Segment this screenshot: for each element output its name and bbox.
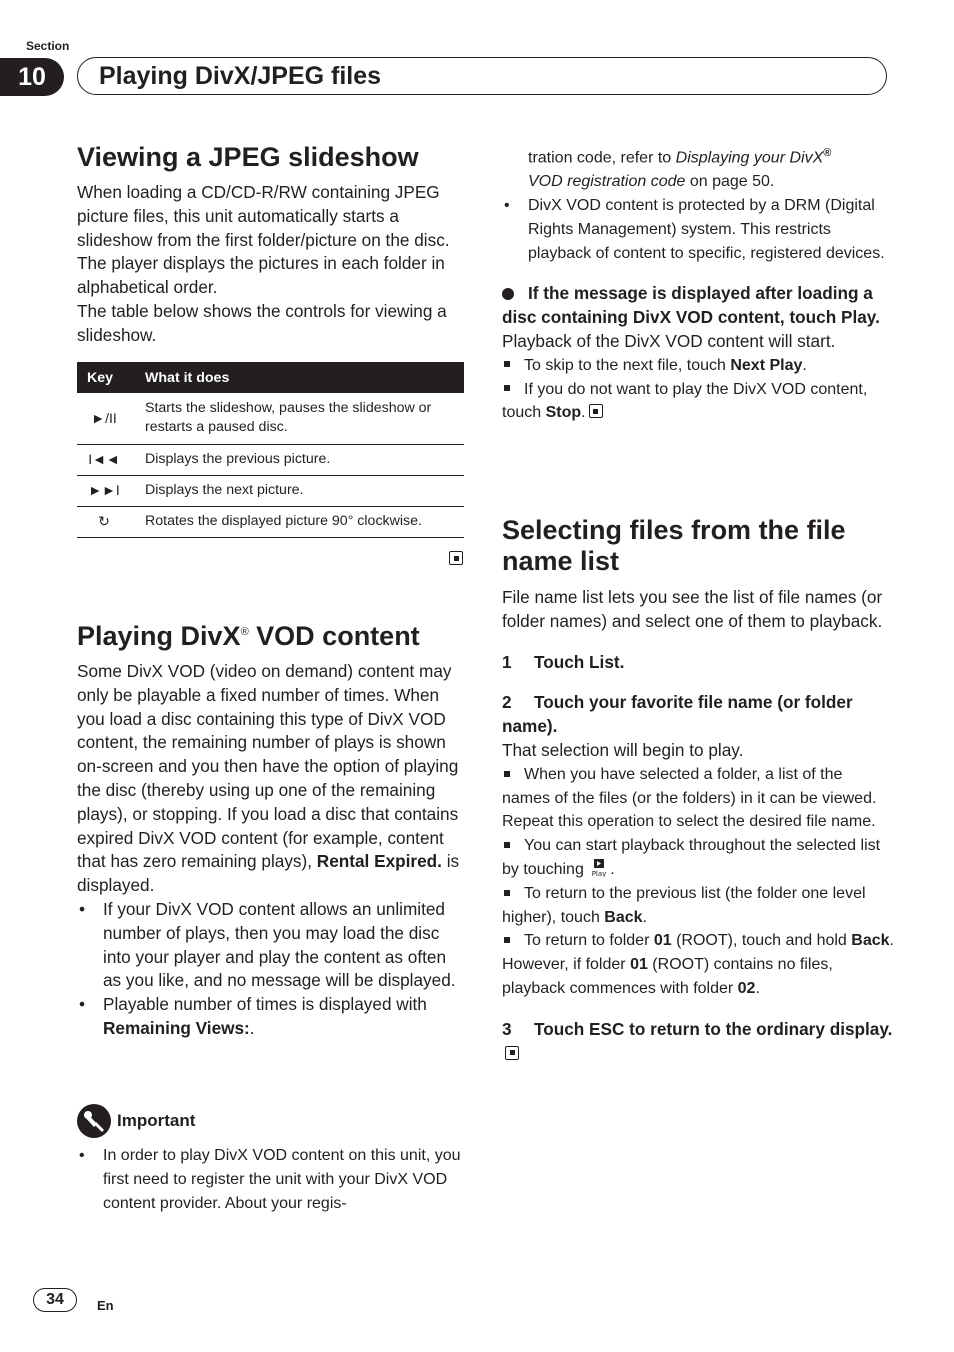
- section-number: 10: [0, 58, 64, 96]
- note-text: To return to the previous list (the folder one level higher), touch: [502, 884, 866, 926]
- end-mark-icon: [505, 1046, 519, 1060]
- bullet-suffix: .: [249, 1017, 255, 1038]
- back-label: Back: [604, 908, 643, 926]
- list-item: [502, 354, 894, 378]
- step-2-result: That selection will begin to play.: [502, 739, 744, 760]
- jpeg-section: [77, 142, 467, 348]
- previous-icon: I◄◄: [77, 444, 135, 475]
- important-bullets: [77, 1144, 467, 1215]
- note-suffix: .: [802, 356, 807, 374]
- step-3: [502, 1018, 894, 1066]
- important-note: [77, 1144, 467, 1215]
- square-bullet-icon: [504, 361, 510, 367]
- square-bullet-icon: [504, 771, 510, 777]
- note-text: . However, if folder: [502, 932, 894, 974]
- play-icon-label: Play: [591, 869, 607, 877]
- rental-expired-label: Rental Expired.: [316, 851, 442, 872]
- divx-heading-text: Playing DivX: [77, 621, 241, 651]
- list-item: [77, 993, 467, 1041]
- step-text: Touch List.: [534, 651, 625, 672]
- table-row: [77, 444, 464, 475]
- divx-heading-suffix: VOD content: [248, 621, 420, 651]
- step-number: 1: [502, 651, 512, 672]
- page-number: 34: [33, 1288, 77, 1312]
- bullet-text: Playable number of times is displayed with: [103, 994, 427, 1015]
- back-label: Back: [851, 932, 890, 950]
- language-label: En: [97, 1298, 114, 1313]
- note-suffix: .: [581, 404, 586, 422]
- square-bullet-icon: [504, 385, 510, 391]
- important-label: Important: [117, 1111, 196, 1130]
- folder-number: 01: [630, 956, 648, 974]
- drm-bullets: [502, 194, 894, 265]
- divx-intro: [77, 660, 467, 898]
- message-text: Playback of the DivX VOD content will start.: [502, 330, 836, 351]
- note-suffix: .: [610, 860, 615, 878]
- table-cell-description: Displays the previous picture.: [135, 444, 464, 475]
- jpeg-table-intro: The table below shows the controls for viewing a slideshow.: [77, 300, 447, 345]
- list-item: [502, 378, 894, 426]
- table-row: [77, 475, 464, 506]
- bullet-dot-icon: [502, 288, 514, 300]
- table-row: [77, 506, 464, 537]
- divx-section: [77, 617, 467, 1041]
- table-cell-description: Displays the next picture.: [135, 475, 464, 506]
- controls-table: [77, 362, 464, 538]
- list-item: • DivX VOD content is protected by a DRM (Digital Rights Management) system. This restricts playback of content to specific, registered devices.: [502, 194, 894, 265]
- divx-intro-text: Some DivX VOD (video on demand) content may only be playable a fixed number of times. When you load a disc containing this type of DivX VOD content, the remaining number of plays is shown on-screen and you then have the option of playing the disc (thereby using up one of the remaining plays), or stopping. If you load a disc that contains expired DivX VOD content (for example, content that has zero remaining plays),: [77, 661, 459, 872]
- section-title: Playing DivX/JPEG files: [99, 62, 382, 90]
- note-suffix: .: [642, 908, 647, 926]
- divx-heading: [77, 617, 467, 652]
- play-list-icon: [588, 859, 610, 877]
- ref-link-title-2: VOD registration code: [528, 173, 686, 191]
- message-heading-text: If the message is displayed after loading a disc containing DivX VOD content, touch Play.: [502, 283, 880, 328]
- important-block: [77, 1104, 195, 1138]
- note-text: If you do not want to play the DivX VOD content, touch: [502, 380, 868, 422]
- note-suffix: .: [755, 979, 760, 997]
- list-item: • In order to play DivX VOD content on this unit, you first need to register the unit with your DivX VOD content provider. About your regis-: [77, 1144, 467, 1215]
- play-pause-icon: ►/II: [77, 393, 135, 444]
- jpeg-heading: Viewing a JPEG slideshow: [77, 142, 419, 172]
- divx-intro-suffix: is displayed.: [77, 851, 460, 896]
- select-section: [502, 515, 894, 1065]
- list-item: [502, 929, 894, 1000]
- select-heading: Selecting files from the file name list: [502, 515, 846, 576]
- end-mark-icon: [449, 551, 463, 565]
- note-text: (ROOT) contains no files, playback commences with folder: [502, 956, 833, 997]
- table-cell-description: Rotates the displayed picture 90° clockwise.: [135, 506, 464, 537]
- table-cell-description: Starts the slideshow, pauses the slideshow or restarts a paused disc.: [135, 393, 464, 444]
- end-mark-icon: [589, 404, 603, 418]
- ref-text: tration code, refer to: [528, 149, 676, 167]
- step-1: [502, 651, 894, 675]
- square-bullet-icon: [504, 937, 510, 943]
- list-item: [502, 834, 894, 882]
- folder-number: 02: [737, 979, 756, 997]
- important-icon: [77, 1104, 111, 1138]
- note-text: To return to folder: [524, 932, 654, 950]
- ref-link-title: Displaying your DivX: [675, 149, 824, 167]
- note-text: To skip to the next file, touch: [524, 356, 731, 374]
- jpeg-intro: When loading a CD/CD-R/RW containing JPEG picture files, this unit automatically starts a slideshow from the first folder/picture on the disc. The player displays the pictures in each folder in alphabetical order.: [77, 182, 450, 298]
- note-text: You can start playback throughout the selected list by touching: [502, 837, 881, 878]
- remaining-views-label: Remaining Views:: [103, 1017, 250, 1038]
- step-number: 2: [502, 692, 512, 713]
- right-column-top: [502, 142, 894, 425]
- registered-mark: ®: [240, 626, 249, 638]
- step-2: [502, 691, 894, 739]
- list-item: [502, 763, 894, 834]
- step-number: 3: [502, 1018, 512, 1039]
- table-header-key: Key: [77, 362, 135, 393]
- section-label: Section: [26, 39, 70, 53]
- registration-ref: [502, 142, 894, 194]
- stop-label: Stop: [545, 404, 582, 422]
- note-text: (ROOT), touch and hold: [671, 932, 852, 950]
- divx-bullets: [77, 898, 467, 1041]
- step-text: Touch ESC to return to the ordinary display.: [534, 1018, 893, 1039]
- list-item: [502, 882, 894, 930]
- next-icon: ►►I: [77, 475, 135, 506]
- square-bullet-icon: [504, 842, 510, 848]
- select-intro: File name list lets you see the list of file names (or folder names) and select one of them to playback.: [502, 587, 883, 631]
- registered-mark: ®: [823, 147, 832, 159]
- table-row: [77, 393, 464, 444]
- note-text: When you have selected a folder, a list of the names of the files (or the folders) in it can be viewed. Repeat this operation to select the desired file name.: [502, 765, 877, 831]
- ref-page: on page 50.: [685, 173, 775, 191]
- rotate-icon: ↻: [77, 506, 135, 537]
- list-item: • If your DivX VOD content allows an unlimited number of plays, then you may load the disc into your player and play the content as often as you like, and no message will be displayed.: [77, 898, 467, 993]
- next-play-label: Next Play: [730, 356, 803, 374]
- folder-number: 01: [653, 932, 672, 950]
- message-heading: [502, 282, 894, 330]
- step-text: Touch your favorite file name (or folder name).: [502, 692, 853, 737]
- table-header-what: What it does: [135, 362, 464, 393]
- square-bullet-icon: [504, 890, 510, 896]
